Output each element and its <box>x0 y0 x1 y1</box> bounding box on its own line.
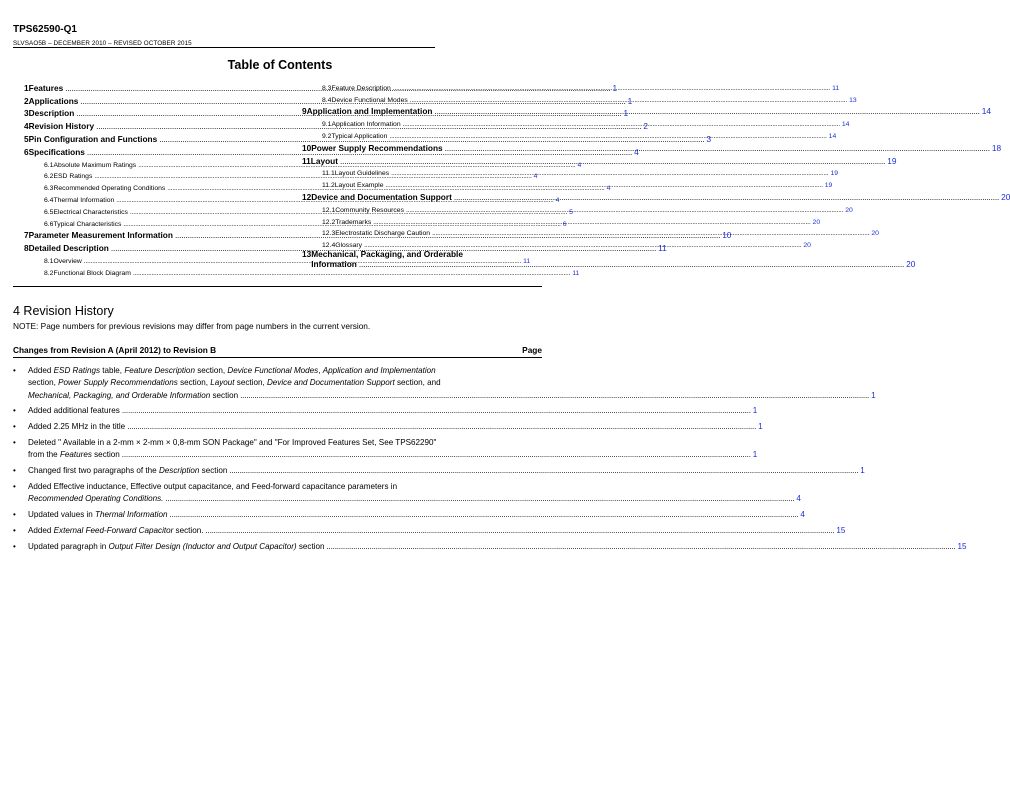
toc-entry-number: 6.2 <box>44 173 54 181</box>
text-run: section, <box>177 378 211 388</box>
toc-entry-text: Typical Characteristics <box>53 220 122 228</box>
toc-entry[interactable] <box>302 214 821 226</box>
change-item-text <box>28 390 238 402</box>
bullet: • <box>13 437 16 447</box>
toc-page-link[interactable]: 4 <box>606 185 611 193</box>
change-item-line <box>28 541 967 553</box>
toc-entry-number: 6.4 <box>44 196 54 204</box>
change-item-line <box>28 481 542 493</box>
toc-entry[interactable] <box>302 177 833 190</box>
text-run: section, <box>28 378 59 388</box>
text-run: section, <box>234 378 267 388</box>
toc-page-link[interactable]: 11 <box>523 257 531 265</box>
toc-entry-text: Community Resources <box>335 206 404 214</box>
toc-entry-text: Application Information <box>331 121 401 129</box>
toc-page-link[interactable]: 13 <box>849 96 857 104</box>
toc-leader-dots <box>434 106 979 119</box>
section-reference: Feature Description <box>124 366 195 375</box>
toc-entry[interactable] <box>302 202 853 214</box>
toc-entry[interactable] <box>302 104 991 117</box>
change-item-line <box>28 390 876 402</box>
toc-page-link[interactable]: 20 <box>812 218 821 226</box>
toc-entry-number: 12.2 <box>322 218 336 226</box>
toc-leader-dots <box>364 242 801 249</box>
change-item-text <box>28 465 227 477</box>
section-reference: Layout <box>210 378 235 388</box>
toc-page-link[interactable]: 14 <box>828 132 837 140</box>
toc-entry-text: Specifications <box>28 146 85 157</box>
toc-entry-number: 11.2 <box>322 182 335 190</box>
toc-page-link[interactable]: 4 <box>634 146 639 157</box>
section-reference: Thermal Information <box>95 509 168 519</box>
leader-dots <box>127 421 756 433</box>
toc-entry[interactable] <box>302 166 839 181</box>
toc-entry-text: Layout <box>310 155 338 166</box>
toc-page-link[interactable]: 3 <box>706 133 712 144</box>
change-item-line <box>28 421 763 433</box>
toc-entry-text: Applications <box>28 95 79 106</box>
toc-leader-dots <box>393 82 830 93</box>
toc-page-link[interactable]: 14 <box>981 106 991 117</box>
toc-page-link[interactable]: 11 <box>832 84 840 92</box>
text-run: table, <box>100 366 125 375</box>
section-reference: Mechanical, Packaging, and Orderable Information <box>28 390 211 400</box>
change-item-line <box>28 437 542 449</box>
toc-page-link[interactable]: 20 <box>845 206 853 214</box>
toc-page-link[interactable]: 6 <box>562 220 567 228</box>
toc-entry-text: Pin Configuration and Functions <box>28 133 158 144</box>
toc-entry-text: Absolute Maximum Ratings <box>53 161 137 169</box>
change-item <box>13 365 876 402</box>
change-item-text <box>28 525 203 537</box>
changes-divider <box>13 357 542 358</box>
toc-leader-dots <box>454 192 999 202</box>
toc-entry-text: Parameter Measurement Information <box>28 230 173 241</box>
text-run: Added <box>28 366 54 375</box>
document-id: TPS62590-Q1 <box>13 24 77 35</box>
change-page-link[interactable]: 1 <box>758 422 763 432</box>
toc-page-link[interactable]: 14 <box>841 121 850 129</box>
section-reference: ESD Ratings <box>53 366 100 375</box>
toc-leader-dots <box>340 156 885 166</box>
toc-page-link[interactable]: 4 <box>577 161 582 169</box>
toc-page-link[interactable]: 1 <box>627 95 633 106</box>
toc-page-link[interactable]: 4 <box>555 196 560 204</box>
text-run: section <box>199 466 228 476</box>
toc-leader-dots <box>432 230 869 237</box>
change-page-link[interactable]: 1 <box>752 406 758 416</box>
change-item-text <box>28 493 163 505</box>
change-item <box>13 437 758 462</box>
toc-entry-text: Device Functional Modes <box>331 96 408 104</box>
changes-heading: Changes from Revision A (April 2012) to Revision B <box>13 345 217 355</box>
change-item <box>13 465 865 477</box>
toc-entry-text: Trademarks <box>335 218 372 226</box>
toc-entry-number: 8.3 <box>322 84 332 92</box>
header-divider <box>13 47 435 48</box>
toc-entry-number: 8.1 <box>44 257 54 265</box>
toc-entry-number: 11 <box>302 155 311 166</box>
toc-entry-number: 10 <box>302 142 312 153</box>
text-run: Added Effective inductance, Effective output capacitance, and Feed-forward capacitance parameters in <box>28 481 398 491</box>
text-run: section, and <box>394 378 441 388</box>
leader-dots <box>229 465 858 477</box>
toc-entry-number: 7 <box>24 230 29 241</box>
toc-entry[interactable] <box>302 189 1010 202</box>
change-item <box>13 525 846 537</box>
section-reference: Device and Documentation Support <box>266 378 395 388</box>
toc-page-link[interactable]: 4 <box>533 173 538 181</box>
toc-entry[interactable] <box>24 265 580 277</box>
section-reference: Description <box>158 466 200 476</box>
section-reference: External Feed-Forward Capacitor <box>53 525 174 535</box>
change-item-text <box>28 449 120 461</box>
toc-leader-dots <box>445 143 990 153</box>
document-revision-line: SLVSAO5B – DECEMBER 2010 – REVISED OCTOBER 2015 <box>13 40 192 47</box>
change-item-text <box>28 365 436 377</box>
change-item <box>13 421 763 433</box>
leader-dots <box>240 390 869 402</box>
toc-entry-text: Electrical Characteristics <box>53 208 128 216</box>
toc-leader-dots <box>410 97 847 104</box>
toc-leader-dots <box>385 182 822 189</box>
leader-dots <box>169 509 798 521</box>
toc-entry-text: ESD Ratings <box>53 173 93 181</box>
change-item <box>13 405 758 417</box>
toc-entry-number: 6.6 <box>44 220 54 228</box>
toc-page-link[interactable]: 20 <box>871 230 879 238</box>
toc-entry-text: Detailed Description <box>28 243 109 254</box>
toc-entry-number: 8 <box>24 243 29 254</box>
change-item-line <box>28 525 846 537</box>
toc-page-link[interactable]: 20 <box>1001 191 1010 202</box>
toc-entry-text: Revision History <box>28 121 95 132</box>
change-item-text <box>28 405 120 417</box>
change-item-text <box>28 481 397 493</box>
change-page-link[interactable]: 4 <box>800 509 805 519</box>
change-item-line <box>28 493 801 505</box>
toc-divider <box>13 286 542 287</box>
bullet: • <box>13 541 16 551</box>
change-item-line <box>28 405 758 417</box>
text-run: section <box>91 450 120 460</box>
bullet: • <box>13 509 16 519</box>
toc-page-link[interactable]: 1 <box>612 82 618 93</box>
toc-entry-text-block <box>311 249 915 269</box>
toc-entry-number: 6.3 <box>44 185 54 193</box>
toc-entry-text: Power Supply Recommendations <box>311 142 443 153</box>
change-page-link[interactable]: 4 <box>796 494 801 504</box>
leader-dots <box>205 525 834 537</box>
change-item-text <box>28 509 167 521</box>
toc-entry-number: 5 <box>24 133 29 144</box>
toc-page-link[interactable]: 5 <box>569 208 573 216</box>
toc-entry-text: Application and Implementation <box>306 106 433 117</box>
bullet: • <box>13 366 16 375</box>
toc-leader-dots <box>403 121 840 128</box>
text-run: Deleted " Available in a 2-mm × 2-mm × 0,8-mm SON Package" and "For Improved Features Set, See TPS62290" <box>28 437 437 447</box>
toc-right-column <box>302 80 1010 271</box>
toc-entry-text: Features <box>28 82 64 93</box>
text-run: , <box>318 366 323 375</box>
toc-entry-number: 12.3 <box>322 230 336 238</box>
toc-entry-text: Mechanical, Packaging, and Orderable <box>311 249 463 260</box>
text-run: section, <box>194 366 228 375</box>
leader-dots <box>165 493 794 505</box>
toc-entry-text: Electrostatic Discharge Caution <box>335 230 431 238</box>
toc-entry-text: Functional Block Diagram <box>53 269 131 277</box>
text-run: Changed first two paragraphs of the <box>28 466 159 476</box>
toc-page-link[interactable]: 19 <box>830 170 839 178</box>
toc-entry[interactable] <box>302 116 850 129</box>
toc-entry[interactable] <box>302 249 916 271</box>
leader-dots <box>122 449 751 461</box>
toc-entry-text-continued: Information <box>311 259 357 270</box>
change-item-line <box>28 449 758 461</box>
toc-page-link[interactable]: 18 <box>991 142 1002 153</box>
text-run: section <box>296 541 325 551</box>
change-item-line <box>28 465 865 477</box>
toc-entry-text: Feature Description <box>331 84 391 92</box>
leader-dots <box>122 405 751 417</box>
toc-entry-number: 6.5 <box>44 208 54 216</box>
toc-entry-second-line <box>311 259 915 269</box>
section-reference: Features <box>59 450 92 460</box>
toc-entry-number: 6 <box>24 146 29 157</box>
toc-page-link[interactable]: 19 <box>887 155 897 166</box>
toc-entry-number: 12.4 <box>322 242 336 250</box>
change-item-line <box>28 365 542 377</box>
bullet: • <box>13 481 16 491</box>
toc-entry[interactable] <box>302 140 1002 153</box>
text-run: Updated paragraph in <box>28 541 109 551</box>
toc-entry-number: 11.1 <box>322 170 335 178</box>
change-item <box>13 509 805 521</box>
toc-entry-number: 12 <box>302 191 312 202</box>
section-title: 4 Revision History <box>13 304 114 318</box>
changes-heading-row <box>13 345 542 355</box>
change-item-text <box>28 421 125 433</box>
toc-entry-number: 8.4 <box>322 96 332 104</box>
toc-page-link[interactable]: 1 <box>623 108 629 119</box>
section-reference: Power Supply Recommendations <box>58 378 178 388</box>
toc-page-link[interactable]: 20 <box>906 259 916 270</box>
section-reference: Application and Implementation <box>322 366 436 375</box>
text-run: from the <box>28 450 60 460</box>
change-page-link[interactable]: 15 <box>957 541 967 551</box>
text-run: Added <box>28 525 54 535</box>
toc-entry[interactable] <box>302 128 837 140</box>
change-item-text <box>28 541 325 553</box>
toc-entry-text: Overview <box>53 257 82 265</box>
toc-entry-number: 1 <box>24 82 29 93</box>
section-reference: Recommended Operating Conditions. <box>28 494 164 504</box>
toc-page-link[interactable]: 11 <box>572 269 580 277</box>
bullet: • <box>13 406 16 416</box>
toc-entry-text: Layout Guidelines <box>334 170 390 178</box>
toc-leader-dots <box>359 259 904 269</box>
toc-entry-text: Recommended Operating Conditions <box>53 185 166 193</box>
change-item <box>13 541 967 553</box>
change-page-link[interactable]: 15 <box>836 525 846 535</box>
toc-entry[interactable] <box>302 153 897 166</box>
toc-entry-number: 4 <box>24 121 29 132</box>
changes-list <box>13 365 967 556</box>
toc-entry-number: 9.2 <box>322 132 332 140</box>
toc-entry-number: 2 <box>24 95 29 106</box>
toc-entry-number: 8.2 <box>44 269 54 277</box>
section-reference: Device Functional Modes <box>227 366 319 375</box>
toc-leader-dots <box>406 207 843 214</box>
text-run: section <box>210 390 239 400</box>
toc-entry[interactable] <box>302 80 840 92</box>
change-item-line <box>28 509 805 521</box>
toc-page-link[interactable]: 11 <box>658 243 667 254</box>
toc-entry-text: Device and Documentation Support <box>311 191 452 202</box>
section-reference: Output Filter Design (Inductor and Output Capacitor) <box>108 541 297 551</box>
toc-entry-text: Typical Application <box>331 132 388 140</box>
toc-leader-dots <box>373 219 810 226</box>
toc-entry-number: 12.1 <box>322 206 336 214</box>
toc-leader-dots <box>389 133 826 140</box>
text-run: section. <box>173 525 204 535</box>
toc-page-link[interactable]: 2 <box>643 121 648 132</box>
text-run: Added 2.25 MHz in the title <box>28 422 126 432</box>
change-item-line <box>28 377 542 389</box>
toc-entry-number: 9.1 <box>322 121 332 129</box>
toc-leader-dots <box>391 170 828 177</box>
text-run: Added additional features <box>28 406 120 416</box>
toc-entry-text: Description <box>28 108 75 119</box>
text-run: Updated values in <box>28 509 96 519</box>
toc-page-link[interactable]: 10 <box>722 230 732 241</box>
bullet: • <box>13 525 16 535</box>
change-page-link[interactable]: 1 <box>752 450 758 460</box>
change-item-text <box>28 437 436 449</box>
toc-entry[interactable] <box>302 92 857 104</box>
change-page-link[interactable]: 1 <box>860 466 865 476</box>
toc-page-link[interactable]: 19 <box>824 182 833 190</box>
toc-entry-number: 6.1 <box>44 161 54 169</box>
section-note: NOTE: Page numbers for previous revisions may differ from page numbers in the current version. <box>13 321 371 331</box>
toc-entry-text: Layout Example <box>334 182 384 190</box>
leader-dots <box>327 541 956 553</box>
toc-title: Table of Contents <box>227 58 333 72</box>
toc-entry-number: 13 <box>302 249 312 260</box>
toc-entry-text: Glossary <box>335 242 363 250</box>
change-item-text <box>28 377 441 389</box>
toc-entry-number: 3 <box>24 108 29 119</box>
bullet: • <box>13 466 16 476</box>
page-column-heading: Page <box>522 345 542 355</box>
change-page-link[interactable]: 1 <box>871 390 876 400</box>
toc-entry-number: 9 <box>302 106 307 117</box>
change-item <box>13 481 801 506</box>
toc-entry-text: Thermal Information <box>53 196 115 204</box>
bullet: • <box>13 422 16 432</box>
toc-page-link[interactable]: 20 <box>803 242 811 250</box>
